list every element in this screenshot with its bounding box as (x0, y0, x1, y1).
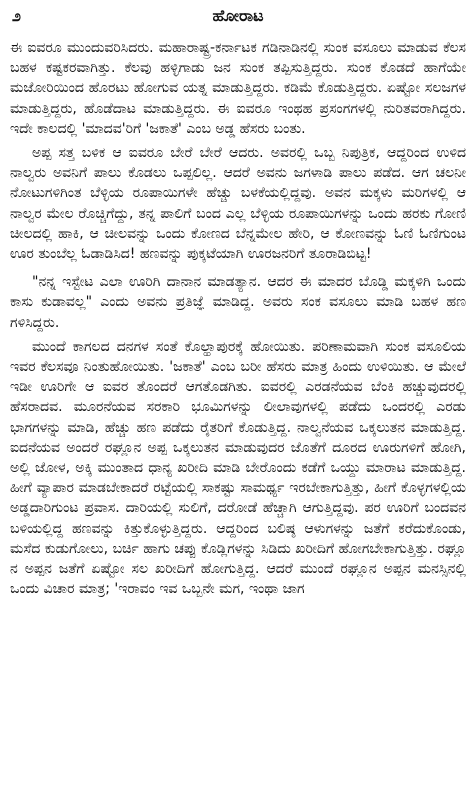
body-text (10, 38, 466, 599)
paragraph: ಈ ಐವರೂ ಮುಂದುವರಿಸಿದರು. ಮಹಾರಾಷ್ಟ್ರ-ಕರ್ನಾಟಕ ಗಡಿನಾಡಿನಲ್ಲಿ ಸುಂಕ ವಸೂಲು ಮಾಡುವ ಕೆಲಸ ಬಹಳ ಕಷ್ಟಕರವಾಗಿತ್ತು. ಕೆಲವು ಹಳ್ಳಿಗಾಡು ಜನ ಸುಂಕ ತಪ್ಪಿಸುತ್ತಿದ್ದರು. ಸುಂಕ ಕೊಡದೆ ಹಾಗೆಯೇ ಮಜೋರಿಯಿಂದ ಹೊರಟು ಹೋಗುವ ಯತ್ನ ಮಾಡುತ್ತಿದ್ದರು. ಕಡಿಮೆ ಕೊಡುತ್ತಿದ್ದರು. ಏಷ್ಟೋ ಸಲಜಗಳ ಮಾಡುತ್ತಿದ್ದರು, ಹೊಡೆದಾಟ ಮಾಡುತ್ತಿದ್ದರು. ಈ ಐವರೂ ಇಂಥಹ ಪ್ರಸಂಗಗಳಲ್ಲಿ ನುರಿತವರಾಗಿದ್ದರು. ಇದೇ ಕಾಲದಲ್ಲಿ 'ಮಾದವ'ರಿಗೆ 'ಜಕಾತೆ' ಎಂಬ ಅಡ್ಡ ಹೆಸರು ಬಂತು. (10, 40, 466, 137)
paragraph: ಅಪ್ಪ ಸತ್ತ ಬಳಿಕ ಆ ಐವರೂ ಬೇರೆ ಬೇರೆ ಆದರು. ಅವರಲ್ಲಿ ಒಬ್ಬ ನಿಪುತ್ರಿಕ, ಆದ್ದರಿಂದ ಉಳಿದ ನಾಲ್ವರು ಅವನಿಗೆ ಪಾಲು ಕೊಡಲು ಒಪ್ಪಲಿಲ್ಲ. ಆದರೆ ಅವನು ಜಗಳಾಡಿ ಪಾಲು ಪಡೆದ. ಆಗ ಚಲನೀ ನೋಟುಗಳಿಗಿಂತ ಬೆಳ್ಳಿಯ ರೂಪಾಯಿಗಳೇ ಹೆಚ್ಚು ಬಳಕೆಯಲ್ಲಿದ್ದವು. ಅವನ ಮಕ್ಕಳು ಮರಿಗಳಲ್ಲಿ ಆ ನಾಲ್ವರ ಮೇಲ ರೊಚ್ಚಿಗೆದ್ದು, ತನ್ನ ಪಾಲಿಗೆ ಬಂದ ಎಲ್ಲ ಬೆಳ್ಳಿಯ ರೂಪಾಯಿಗಳನ್ನು ಒಂದು ಹರಕು ಗೋಣಿ ಚೀಲದಲ್ಲಿ ಹಾಕಿ, ಆ ಚೀಲವನ್ನು ಒಂದು ಕೋಣದ ಬೆನ್ನಮೇಲ ಹೇರಿ, ಆ ಕೋಣವನ್ನು ಓಣಿ ಓಣಿಗುಂಟ ಊರ ತುಂಬೆಲ್ಲ ಓಡಾಡಿಸಿದ! ಹಣವನ್ನು ಪುಕ್ಕಟೆಯಾಗಿ ಊರಜನರಿಗೆ ತೂರಾಡಿಬಿಟ್ಟ! (10, 145, 466, 263)
page-title: ಹೋರಾಟ (212, 6, 264, 25)
quoted-paragraph: "ನನ್ನ ಇಸ್ಟೇಟ ಎಲಾ ಊರಿಗಿ ದಾನಾನ ಮಾಡತ್ಯಾನ. ಆದರ ಈ ಮಾದರ ಬೊಡ್ಡಿ ಮಕ್ಕಳಿಗಿ ಒಂದು ಕಾಸು ಕುಡಾವಲ್ಲ" ಎಂದು ಅವನು ಪ್ರತಿಜ್ಞೆ ಮಾಡಿದ್ದ. ಅವರು ಸಂಕ ವಸೂಲು ಮಾಡಿ ಬಹಳ ಹಣ ಗಳಿಸಿದ್ದರು. (10, 274, 466, 331)
page-number: ೨ (12, 6, 21, 25)
paragraph: ಮುಂದೆ ಕಾಗಲದ ದನಗಳ ಸಂತೆ ಕೊಲ್ಹಾಪುರಕ್ಕೆ ಹೋಯಿತು. ಪರಿಣಾಮವಾಗಿ ಸುಂಕ ವಸೂಲಿಯ ಇವರ ಕೆಲಸವೂ ನಿಂತುಹೋಯಿತು. 'ಜಕಾತೆ' ಎಂಬ ಬರೀ ಹೆಸರು ಮಾತ್ರ ಹಿಂದು ಉಳಿಯಿತು. ಆ ಮೇಲೆ ಇಡೀ ಊರಿಗೇ ಆ ಐವರ ತೊಂದರೆ ಆಗತೊಡಗಿತು. ಐವರಲ್ಲಿ ಎರಡನೆಯವ ಬೆಂಕಿ ಹಚ್ಚುವುದರಲ್ಲಿ ಹೆಸರಾದವ. ಮೂರನೆಯವ ಸರಕಾರಿ ಭೂಮಿಗಳನ್ನು ಲೀಲಾವುಗಳಲ್ಲಿ ಪಡೆದು ಒಂದರಲ್ಲಿ ಎರಡು ಭಾಗಗಳನ್ನು ಮಾಡಿ, ಹೆಚ್ಚು ಹಣ ಪಡೆದು ರೈತರಿಗೆ ಕೊಡುತ್ತಿದ್ದ. ನಾಲ್ವನೆಯವ ಒಕ್ಕಲುತನ ಮಾಡುತ್ತಿದ್ದ. ಐದನೆಯವ ಅಂದರೆ ರಘ್ಲೂನ ಅಪ್ಪ ಒಕ್ಕಲುತನ ಮಾಡುವುದರ ಜೊತೆಗೆ ದೂರದ ಊರುಗಳಿಗೆ ಹೋಗಿ, ಅಲ್ಲಿ ಜೋಳ, ಅಕ್ಕಿ ಮುಂತಾದ ಧಾನ್ಯ ಖರೀದಿ ಮಾಡಿ ಬೇರೊಂದು ಕಡೆಗೆ ಒಯ್ದು ಮಾರಾಟ ಮಾಡುತ್ತಿದ್ದ. ಹೀಗೆ ವ್ಯಾಪಾರ ಮಾಡಬೇಕಾದರೆ ರಟ್ಟೆಯಲ್ಲಿ ಸಾಕಷ್ಟು ಸಾಮರ್ಥ್ಯ ಇರಬೇಕಾಗುತ್ತಿತ್ತು, ಹೀಗೆ ಕೊಳ್ಳಗಳಲ್ಲಿಯ ಅಡ್ಡದಾರಿಗುಂಟ ಪ್ರವಾಸ. ದಾರಿಯಲ್ಲಿ ಸುಲಿಗೆ, ದರೋಡೆ ಹೆಚ್ಚಾಗಿ ಆಗುತ್ತಿದ್ದವು. ಪರ ಊರಿಗೆ ಬಂದವನ ಬಳಿಯಲ್ಲಿದ್ದ ಹಣವನ್ನು ಕಿತ್ತುಕೊಳ್ಳುತ್ತಿದ್ದರು. ಆದ್ದರಿಂದ ಬಲಿಷ್ಠ ಆಳುಗಳನ್ನು ಜತೆಗೆ ಕರೆದುಕೊಂಡು, ಮಸೆದ ಕುಡುಗೋಲು, ಬರ್ಚಿ ಹಾಗು ಚಪ್ಪು ಕೊಡ್ಲಿಗಳನ್ನು ಸಿಡಿದು ಖರೀದಿಗೆ ಹೋಗಬೇಕಾಗುತ್ತಿತ್ತು. ರಘ್ಲೂ ನ ಅಪ್ಪನ ಜತೆಗೆ ಏಷ್ಟೋ ಸಲ ಖರೀದಿಗೆ ಹೋಗುತ್ತಿದ್ದ. ಆದರೆ ಮುಂದೆ ರಘ್ಲೂನ ಅಪ್ಪನ ಮನಸ್ಸಿನಲ್ಲಿ ಒಂದು ವಿಚಾರ ಮಾತ್ರ; 'ಇರಾವಂ ಇವ ಒಬ್ಬನೇ ಮಗ, ಇಂಥಾ ಜಾಗ (10, 338, 466, 598)
running-head (10, 6, 466, 28)
